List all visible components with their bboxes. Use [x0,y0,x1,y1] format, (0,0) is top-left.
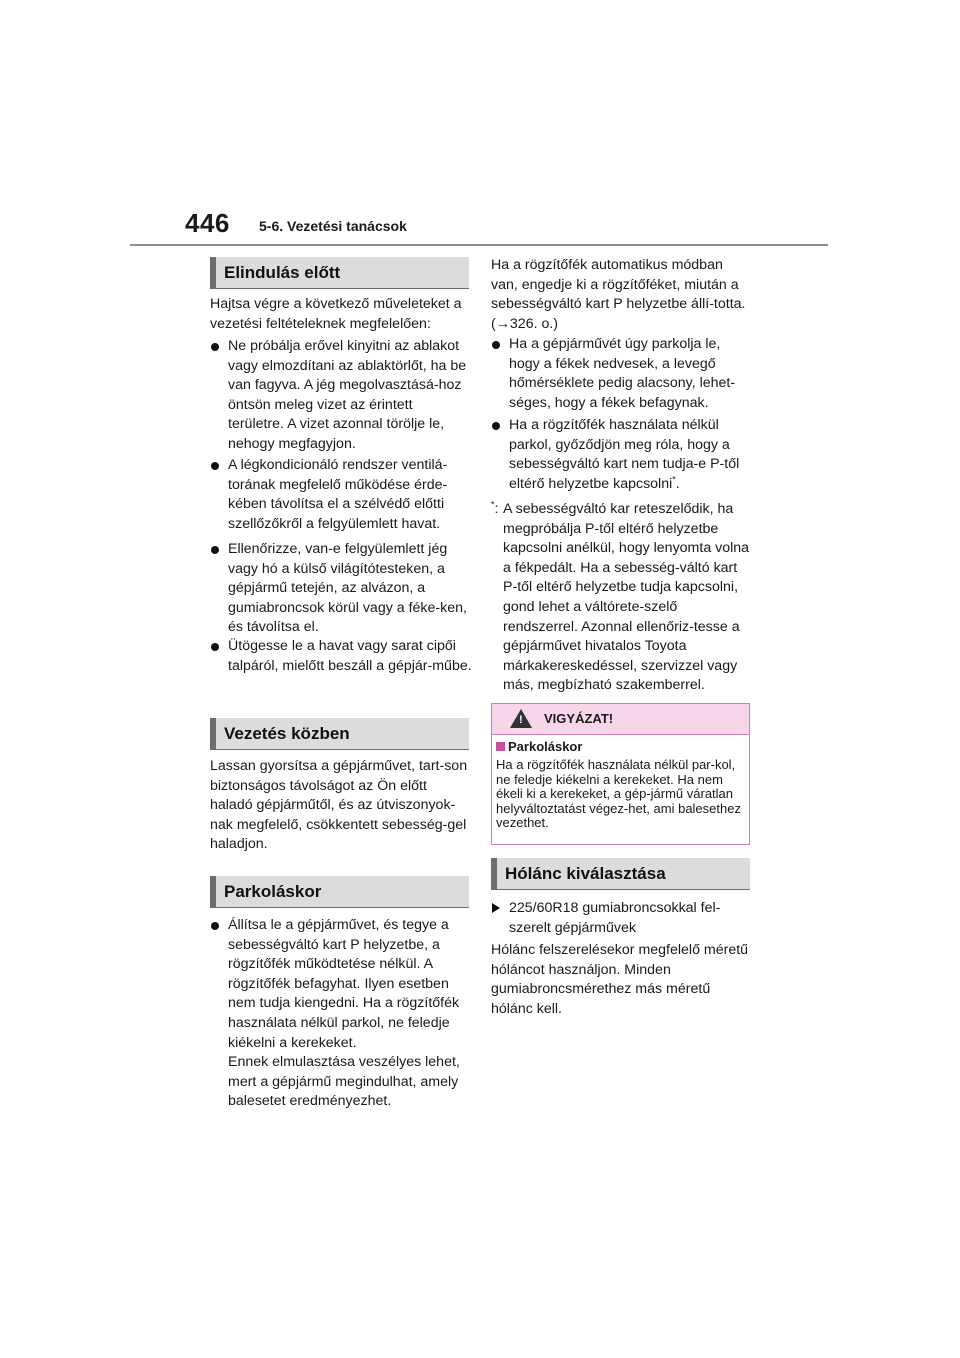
list-item-text: Ne próbálja erővel kinyitni az ablakot vagy elmozdítani az ablaktörlőt, ha be van fagyva. A jég megolvasztásá-hoz öntsön meleg vizet az érintett területre. A vizet azonnal törölje le, nehogy megfagyjon. [228,338,467,452]
bullet-dot-icon [211,343,219,351]
header-divider [130,244,828,246]
footnote-text: A sebességváltó kar reteszelődik, ha megpróbálja P-től eltérő helyzetbe kapcsolni anélkül, hogy lenyomta volna a fékpedált. Ha a sebesség-váltó kart P-től eltérő helyzetbe tudja kapcsolni, gond lehet a váltórete-szelő rendszerrel. Azonnal ellenőriz-tesse a gépjárművet hivatalos Toyota márkakereskedéssel, szervizzel vagy más, megbízható szakemberrel. [503,501,750,694]
list-item [210,456,472,534]
list-item [210,637,472,676]
list-item-period: . [675,475,680,492]
bullet-dot-icon [211,546,219,554]
bullet-dot-icon [492,341,500,349]
list-item-text: Ha a rögzítőfék használata nélkül parkol, győződjön meg róla, hogy a sebességváltó kart nem tudja-e P-től eltérő helyzetbe kapcsolni [509,417,740,492]
list-item-text: Ha a gépjárművét úgy parkolja le, hogy a fékek nedvesek, a levegő hőmérséklete pedig alacsony, lehet-séges, hogy a fékek befagynak. [509,336,736,411]
bullet-dot-icon [492,422,500,430]
section-heading-snow-chains: Hólánc kiválasztása [491,858,750,890]
right-intro-paragraph: Ha a rögzítőfék automatikus módban van, engedje ki a rögzítőféket, miután a sebességváltó kart P helyzetbe állí-totta. (→326. o.) [491,257,746,332]
list-item [491,899,751,938]
list-item-continuation: Ennek elmulasztása veszélyes lehet, mert a gépjármű megindulhat, amely balesetet eredményezhet. [228,1054,460,1110]
list-item [491,416,751,494]
section-heading-parking: Parkoláskor [210,876,469,908]
caution-title: VIGYÁZAT! [544,711,614,726]
triangle-bullet-icon [492,903,500,913]
list-item-text: A légkondicionáló rendszer ventilá-torának megfelelő működése érde-kében távolítsa el a szélvédő előtti szellőzőkről a felgyülemlett havat. [228,457,448,532]
list-item-text: Ellenőrizze, van-e felgyülemlett jég vagy hó a külső világítótesteken, a gépjármű tetején, az alvázon, a gumiabroncsok körül vagy a féke-ken, és távolítsa el. [228,541,467,636]
list-item-text: Ütögesse le a havat vagy sarat cipői talpáról, mielőtt beszáll a gépjár-műbe. [228,638,472,674]
page-number: 446 [185,208,230,238]
chapter-title: 5-6. Vezetési tanácsok [259,218,407,234]
list-item-text: 225/60R18 gumiabroncsokkal fel-szerelt gépjárművek [509,900,721,936]
caution-box [491,703,750,845]
bullet-dot-icon [211,462,219,470]
caution-header [492,704,749,735]
footnote-marker: *: [491,499,499,517]
list-item [210,540,472,638]
bullet-dot-icon [211,922,219,930]
intro-paragraph: Hajtsa végre a következő műveleteket a vezetési feltételeknek megfelelően: [210,296,462,332]
square-bullet-icon [496,742,505,751]
caution-text: Ha a rögzítőfék használata nélkül par-kol, ne feledje kiékelni a kerekeket. Ha nem ékeli ki a kerekeket, a gép-jármű váratlan helyváltoztatást végez-het, ami balesethez vezethet. [496,757,741,831]
footnote [491,500,751,696]
snow-chain-paragraph: Hólánc felszerelésekor megfelelő méretű hóláncot használjon. Minden gumiabroncsmérethez más méretű hólánc kell. [491,942,749,1017]
section-heading-before-starting: Elindulás előtt [210,257,469,289]
bullet-dot-icon [211,643,219,651]
driving-paragraph: Lassan gyorsítsa a gépjárművet, tart-son biztonságos távolságot az Ön előtt haladó gépjárműtől, és az útviszonyok-nak megfelelő, csökkentett sebesség-gel haladjon. [210,758,468,853]
footnote-reference: * [672,474,676,485]
section-heading-while-driving: Vezetés közben [210,718,469,750]
list-item [210,916,472,1112]
list-item-text: Állítsa le a gépjárművet, és tegye a sebességváltó kart P helyzetbe, a rögzítőfék működtetése nélkül. A rögzítőfék befagyhat. Ilyen esetben nem tudja kiengedni. Ha a rögzítőfék használata nélkül parkol, ne feledje kiékelni a kerekeket. [228,917,460,1051]
caution-subtitle: Parkoláskor [496,739,582,754]
warning-triangle-icon: ! [510,709,532,728]
list-item [491,335,751,413]
list-item [210,337,472,455]
